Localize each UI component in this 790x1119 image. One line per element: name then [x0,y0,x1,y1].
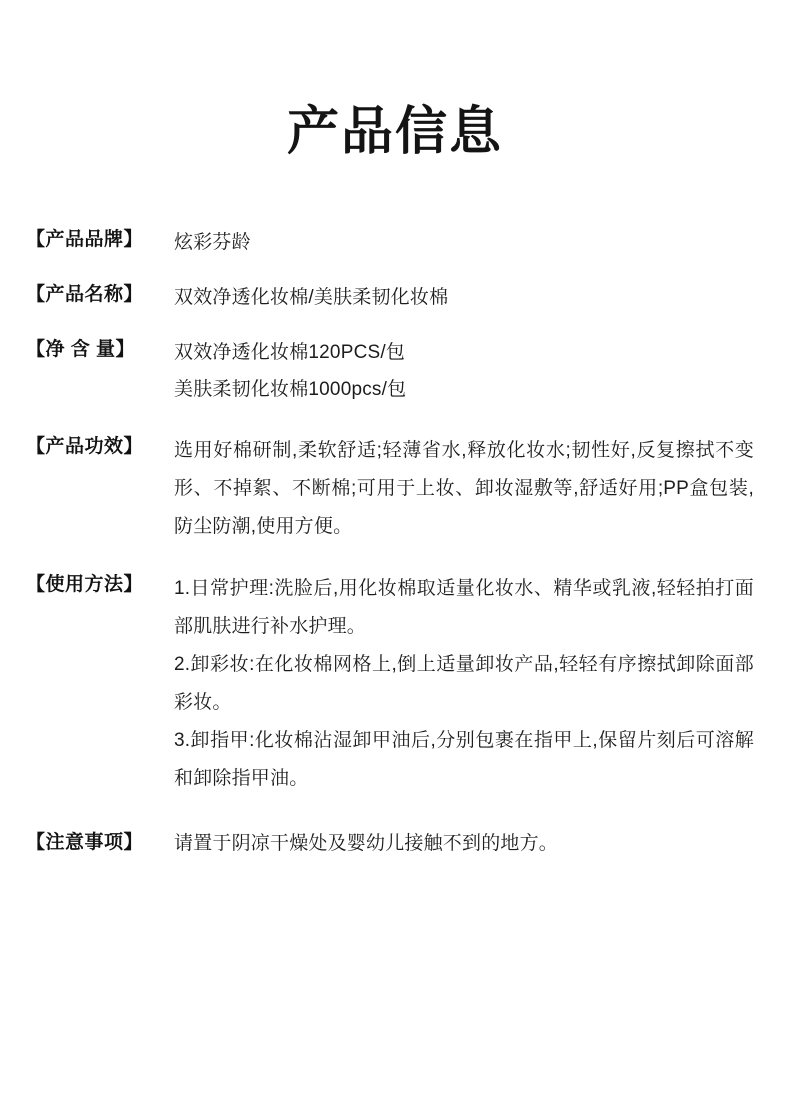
spec-row-net-weight [26,335,764,407]
spec-value-notice [174,828,764,860]
specification-list [26,225,764,860]
spec-row-usage [26,570,764,798]
spec-line: 炫彩芬龄 [174,232,251,254]
spec-value-product-name [174,280,764,315]
spec-label-efficacy: 【产品功效】 [26,435,144,457]
page-title: 产品信息 [286,103,503,161]
spec-line: 美肤柔韧化妆棉1000pcs/包 [174,378,407,400]
spec-paragraph: 2.卸彩妆:在化妆棉网格上,倒上适量卸妆产品,轻轻有序擦拭卸除面部彩妆。 [174,653,754,713]
spec-label-brand: 【产品品牌】 [26,229,144,251]
spec-row-efficacy [26,432,764,546]
spec-paragraph: 选用好棉研制,柔软舒适;轻薄省水,释放化妆水;韧性好,反复擦拭不变形、不掉絮、不断棉;可用于上妆、卸妆湿敷等,舒适好用;PP盒包装,防尘防潮,使用方便。 [174,439,754,537]
spec-value-usage [174,570,764,798]
spec-label-product-name: 【产品名称】 [26,284,144,306]
spec-line: 双效净透化妆棉/美肤柔韧化妆棉 [174,287,449,309]
spec-value-net-weight [174,335,764,407]
spec-row-product-name [26,280,764,315]
spec-value-efficacy [174,432,764,546]
spec-row-brand [26,225,764,260]
spec-paragraph: 3.卸指甲:化妆棉沾湿卸甲油后,分别包裹在指甲上,保留片刻后可溶解和卸除指甲油。 [174,729,754,789]
spec-label-net-weight: 【净 含 量】 [26,339,136,361]
spec-label-notice: 【注意事项】 [26,831,144,853]
spec-line: 请置于阴凉干燥处及婴幼儿接触不到的地方。 [174,832,559,854]
spec-value-brand [174,225,764,260]
spec-line: 双效净透化妆棉120PCS/包 [174,342,406,364]
spec-row-notice [26,828,764,860]
spec-label-usage: 【使用方法】 [26,573,144,595]
spec-paragraph: 1.日常护理:洗脸后,用化妆棉取适量化妆水、精华或乳液,轻轻拍打面部肌肤进行补水护理。 [174,577,754,637]
